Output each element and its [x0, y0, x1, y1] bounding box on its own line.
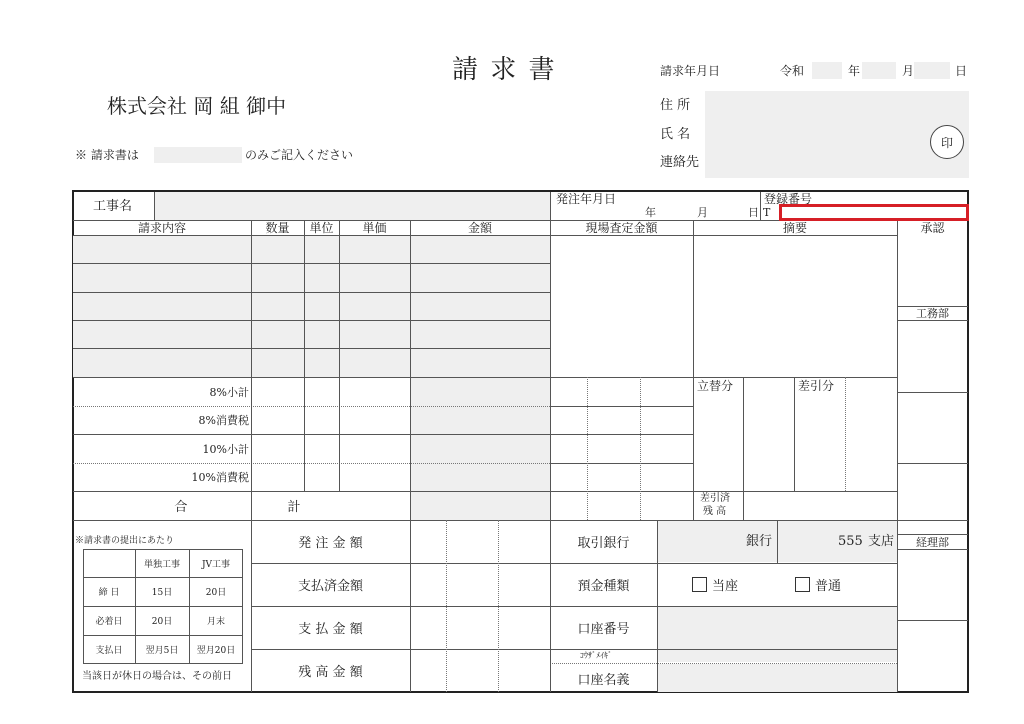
submission-title: ※請求書の提出にあたり: [75, 536, 175, 546]
header-jv: JV工事: [201, 559, 231, 570]
month-field[interactable]: [862, 62, 896, 79]
account-kana-label: ｺｳｻﾞﾒｲｷﾞ: [580, 651, 612, 660]
order-date-label: 発注年月日: [556, 192, 617, 206]
balance-label-2: 残 高: [703, 506, 727, 517]
invoice-date-label: 請求年月日: [660, 64, 721, 78]
page-title: 請 求 書: [452, 55, 557, 85]
branch-suffix: 支店: [868, 534, 895, 549]
column-qty: 数量: [265, 221, 290, 235]
account-number-field[interactable]: [657, 606, 897, 649]
total-label: 合 計: [174, 500, 349, 515]
year-label: 年: [848, 64, 861, 78]
row-closing-jv: 20日: [205, 588, 227, 598]
deduction-label: 差引分: [798, 379, 835, 393]
paid-amount-label: 支払済金額: [297, 579, 363, 594]
bank-label: 取引銀行: [577, 536, 630, 551]
name-label: 氏 名: [660, 127, 691, 142]
account-name-label: 口座名義: [577, 672, 630, 688]
bank-suffix: 銀行: [746, 534, 773, 549]
checking-option[interactable]: [692, 577, 738, 593]
row-arrival-label: 必着日: [95, 617, 123, 627]
project-name-label: 工事名: [93, 199, 133, 214]
subtotal-10: 10%小計: [202, 442, 249, 456]
account-type-label: 預金種類: [577, 579, 630, 594]
tax-8: 8%消費税: [198, 414, 249, 427]
column-content: 請求内容: [137, 221, 186, 235]
order-day-label: 日: [748, 206, 759, 219]
branch-number: 555: [838, 534, 863, 549]
day-field[interactable]: [914, 62, 950, 79]
day-label: 日: [955, 64, 968, 78]
dept-accounting: 経理部: [916, 535, 949, 549]
checking-label: 当座: [712, 579, 739, 594]
subtotal-8: 8%小計: [209, 385, 249, 399]
payment-amount-label: 支 払 金 額: [298, 622, 363, 637]
contact-label: 連絡先: [660, 155, 700, 170]
order-amount-label: 発 注 金 額: [298, 536, 363, 551]
address-label: 住 所: [660, 98, 691, 113]
sender-info-field[interactable]: [705, 91, 969, 178]
note-shaded-sample: [154, 147, 242, 163]
savings-label: 普通: [815, 579, 842, 594]
account-name-field[interactable]: [657, 664, 897, 692]
recipient-name: 株式会社 岡 組 御中: [107, 94, 287, 118]
row-arrival-jv: 月末: [206, 617, 225, 627]
row-payment-single: 翌月5日: [145, 646, 179, 656]
note-prefix: ※ 請求書は: [75, 148, 139, 162]
submission-footnote: 当該日が休日の場合は、その前日: [82, 671, 232, 682]
year-field[interactable]: [812, 62, 842, 79]
column-assessed: 現場査定金額: [585, 221, 658, 235]
row-arrival-single: 20日: [151, 617, 173, 627]
subtotal-amount-area: [410, 377, 550, 520]
column-approval: 承認: [920, 221, 945, 235]
row-payment-jv: 翌月20日: [196, 646, 236, 656]
checking-checkbox[interactable]: [692, 577, 707, 592]
order-month-label: 月: [697, 206, 708, 219]
seal-icon: 印: [930, 125, 964, 159]
balance-label-1: 差引済: [700, 493, 730, 504]
era-label: 令和: [780, 64, 805, 78]
row-closing-label: 締 日: [98, 588, 120, 598]
note-suffix: のみご記入ください: [245, 148, 354, 162]
account-kana-field[interactable]: [657, 649, 897, 662]
order-year-label: 年: [645, 206, 656, 219]
savings-option[interactable]: [795, 577, 841, 593]
savings-checkbox[interactable]: [795, 577, 810, 592]
header-single: 単独工事: [143, 559, 180, 570]
line-items-area[interactable]: [73, 235, 550, 377]
dept-construction: 工務部: [916, 307, 949, 320]
column-price: 単価: [362, 221, 387, 235]
account-number-label: 口座番号: [577, 622, 630, 637]
registration-prefix: T: [763, 206, 771, 219]
row-closing-single: 15日: [151, 588, 173, 598]
column-remarks: 摘要: [782, 221, 807, 235]
column-amount: 金額: [467, 221, 492, 235]
tax-10: 10%消費税: [191, 471, 249, 484]
project-name-field[interactable]: [154, 192, 550, 220]
month-label: 月: [902, 64, 915, 78]
remaining-amount-label: 残 高 金 額: [298, 665, 363, 680]
registration-number-label: 登録番号: [764, 192, 813, 206]
column-unit: 単位: [309, 221, 334, 235]
advance-label: 立替分: [697, 379, 734, 393]
row-payment-label: 支払日: [95, 646, 123, 656]
